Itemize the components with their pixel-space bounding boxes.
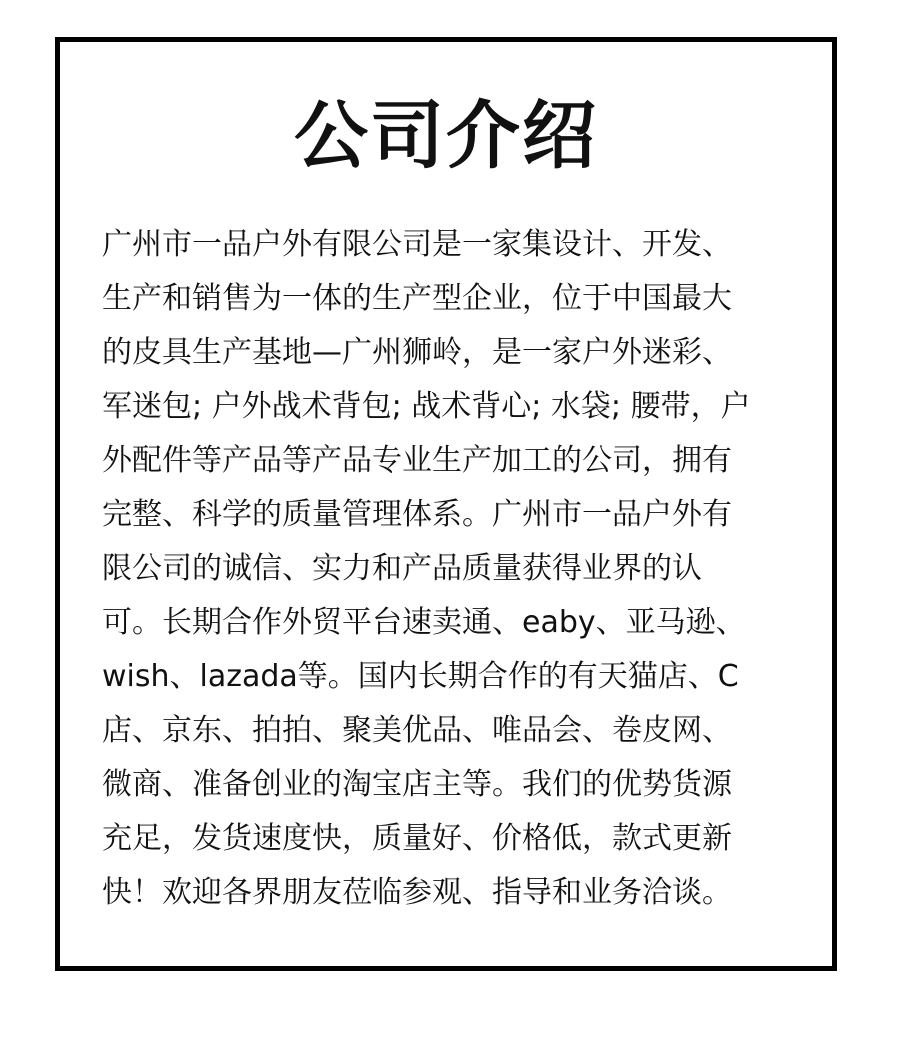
company-intro-frame [55, 37, 837, 971]
intro-line: 外配件等产品等产品专业生产加工的公司，拥有 [102, 443, 732, 478]
intro-line: 完整、科学的质量管理体系。广州市一品户外有 [102, 497, 732, 532]
intro-paragraph [102, 218, 802, 920]
page-title: 公司介绍 [294, 93, 598, 179]
intro-line: 充足，发货速度快，质量好、价格低，款式更新 [102, 821, 732, 856]
intro-line: 微商、准备创业的淘宝店主等。我们的优势货源 [102, 767, 732, 802]
intro-line: 军迷包; 户外战术背包; 战术背心; 水袋; 腰带，户 [102, 389, 751, 424]
intro-line: 的皮具生产基地—广州狮岭，是一家户外迷彩、 [102, 335, 732, 370]
intro-line: 广州市一品户外有限公司是一家集设计、开发、 [102, 227, 732, 262]
intro-line: 可。长期合作外贸平台速卖通、eaby、亚马逊、 [102, 605, 746, 640]
intro-line: 快！欢迎各界朋友莅临参观、指导和业务洽谈。 [102, 875, 732, 910]
intro-line: 限公司的诚信、实力和产品质量获得业界的认 [102, 551, 702, 586]
intro-line: 店、京东、拍拍、聚美优品、唯品会、卷皮网、 [102, 713, 732, 748]
intro-line: 生产和销售为一体的生产型企业，位于中国最大 [102, 281, 732, 316]
intro-line: wish、lazada等。国内长期合作的有天猫店、C [102, 659, 739, 694]
